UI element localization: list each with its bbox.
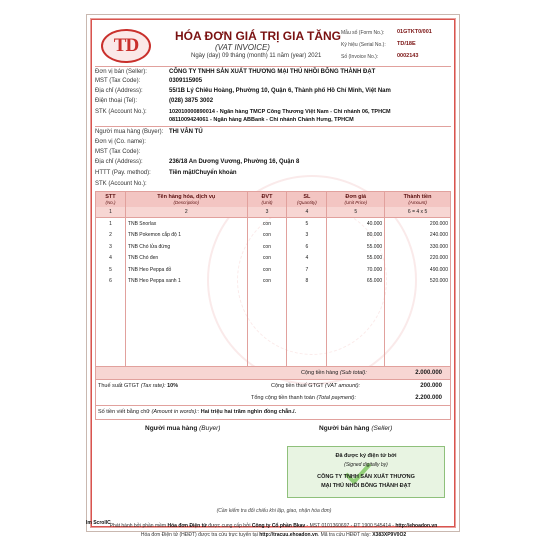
seller-account-2: 0811009424061 - Ngân hàng ABBank - Chi nhánh Chánh Hưng, TPHCM [169,117,354,123]
seller-phone: (028) 3875 3002 [169,98,214,104]
vat-block [95,380,451,406]
seller-name-label: Đơn vị bán (Seller): [95,69,147,75]
row-no: 3 [96,241,126,253]
vat-rate-label: Thuế suất GTGT (Tax rate): 10% [98,383,179,389]
row-unit: con [247,276,287,288]
row-description: TNB Chó lửa đứng [125,241,247,253]
logo-text: TD [113,35,139,56]
row-unit: con [247,230,287,242]
empty-row [96,322,451,334]
table-row [96,218,451,230]
subtotal-row [95,366,451,380]
seller-address: 55/1B Lý Chiêu Hoàng, Phường 10, Quận 6, Thành phố Hồ Chí Minh, Việt Nam [169,88,391,94]
scroll-tag: Im ScrollC [86,520,111,526]
subtotal-value: 2.000.000 [415,370,442,376]
row-amount: 520.000 [385,276,451,288]
empty-row [96,287,451,299]
row-amount: 240.000 [385,230,451,242]
buyer-account-label: STK (Account No.): [95,181,147,187]
empty-row [96,299,451,311]
column-number: 1 [96,207,126,218]
total-payment-label: Tổng cộng tiền thanh toán (Total payment): [251,395,356,401]
row-description: TNB Heo Peppa đỏ [125,264,247,276]
empty-row [96,310,451,322]
buyer-address: 236/18 An Dương Vương, Phường 16, Quận 8 [169,159,300,165]
row-unit-price: 65.000 [327,276,385,288]
footer-line-1: Phát hành bởi phần mềm Hóa đơn Điện tử được cung cấp bởi Công ty Cổ phần Bkav - MST 0101360697 - ĐT 1900 545414 - http://ehoadon.vn [109,523,438,529]
column-number: 3 [247,207,287,218]
vat-rate: 10% [167,383,179,389]
row-no: 2 [96,230,126,242]
column-header: STT (No.) [96,192,126,208]
row-amount: 330.000 [385,241,451,253]
form-no-label: Mẫu số (Form No.): [341,30,385,36]
digital-signature-stamp [287,446,445,498]
table-row [96,230,451,242]
form-no: 01GTKT0/001 [397,29,432,35]
invoice-title: HÓA ĐƠN GIÁ TRỊ GIA TĂNG [175,29,342,43]
items-table [95,191,451,379]
column-number: 5 [327,207,385,218]
table-header-row [96,192,451,208]
row-description: TNB Pokemon cắp độ 1 [125,230,247,242]
buyer-name: THI VÂN TÚ [169,129,203,135]
serial-no: TD/18E [397,41,416,47]
row-description: TNB Heo Peppa xanh 1 [125,276,247,288]
buyer-label: Người mua hàng (Buyer): [95,129,164,135]
table-row [96,253,451,265]
amount-in-words-value: Hai triệu hai trăm nghìn đồng chẵn./. [200,409,297,415]
company-logo [101,29,151,63]
row-quantity: 4 [287,253,327,265]
seller-account-1: 102010000890014 - Ngân hàng TMCP Công Thương Việt Nam - Chi nhánh 06, TPHCM [169,109,391,115]
footer-line-2: Hóa đơn Điện tử (HĐĐT) được tra cứu trực tuyến tại http://tracuu.ehoadon.vn. Mã tra cứu HĐĐT này: X383XP9V0O2 [140,532,407,538]
row-no: 6 [96,276,126,288]
buyer-address-label: Địa chỉ (Address): [95,159,143,165]
seller-account-label: STK (Account No.): [95,109,147,115]
row-unit-price: 55.000 [327,253,385,265]
column-header: Thành tiền (Amount) [385,192,451,208]
divider [95,66,451,67]
table-row [96,276,451,288]
row-description: TNB Snorlax [125,218,247,230]
row-no: 1 [96,218,126,230]
row-quantity: 6 [287,241,327,253]
row-unit: con [247,218,287,230]
row-no: 5 [96,264,126,276]
column-header: SL (Quantity) [287,192,327,208]
column-header: Tên hàng hóa, dịch vụ (Description) [125,192,247,208]
payment-method-label: HTTT (Pay. method): [95,170,151,176]
column-number: 2 [125,207,247,218]
seller-tax-label: MST (Tax Code): [95,78,141,84]
buyer-company-label: Đơn vị (Co. name): [95,139,146,145]
table-row [96,241,451,253]
row-amount: 490.000 [385,264,451,276]
buyer-tax-label: MST (Tax Code): [95,149,141,155]
seller-phone-label: Điện thoại (Tel): [95,98,138,104]
amount-in-words-row [95,406,451,420]
subtotal-label: Cộng tiền hàng (Sub total): [301,370,367,376]
invoice-page [86,14,460,532]
total-payment-value: 2.200.000 [415,395,442,401]
empty-row [96,333,451,345]
payment-method: Tiền mặt/Chuyển khoản [169,170,237,176]
column-number: 4 [287,207,327,218]
check-note: (Cần kiểm tra đối chiếu khi lập, giao, nhận hóa đơn) [216,508,332,514]
row-unit-price: 40.000 [327,218,385,230]
divider [95,126,451,127]
row-amount: 220.000 [385,253,451,265]
row-quantity: 3 [287,230,327,242]
row-quantity: 5 [287,218,327,230]
seller-tax: 0309115905 [169,78,203,84]
row-unit-price: 55.000 [327,241,385,253]
column-number: 6 = 4 x 5 [385,207,451,218]
row-quantity: 8 [287,276,327,288]
seller-address-label: Địa chỉ (Address): [95,88,143,94]
row-unit: con [247,253,287,265]
vat-amount-label: Cộng tiền thuế GTGT (VAT amount): [271,383,361,389]
row-unit-price: 80.000 [327,230,385,242]
vat-amount-value: 200.000 [420,383,442,389]
signer-company-line1: CÔNG TY TNHH SẢN XUẤT THƯƠNG [317,474,415,480]
signer-company-line2: MẠI THÚ NHỒI BÔNG THÀNH ĐẠT [321,483,411,489]
signed-by-label-en: (Signed digitally by) [344,462,388,468]
column-number-row [96,207,451,218]
empty-row [96,345,451,357]
seller-signature-title: Người bán hàng (Seller) [319,425,393,432]
column-header: ĐVT (Unit) [247,192,287,208]
row-description: TNB Chó đen [125,253,247,265]
seller-name: CÔNG TY TNHH SẢN XUẤT THƯƠNG MẠI THÚ NHỒI BÔNG THÀNH ĐẠT [169,69,376,75]
column-header: Đơn giá (Unit Price) [327,192,385,208]
row-no: 4 [96,253,126,265]
row-quantity: 7 [287,264,327,276]
invoice-no: 0002143 [397,53,419,59]
row-unit: con [247,264,287,276]
invoice-subtitle: (VAT INVOICE) [215,43,270,52]
invoice-date: Ngày (day) 09 tháng (month) 11 năm (year) 2021 [191,53,322,59]
buyer-signature-title: Người mua hàng (Buyer) [145,425,221,432]
table-row [96,264,451,276]
invoice-no-label: Số (Invoice No.): [341,54,379,60]
serial-label: Ký hiệu (Serial No.): [341,42,386,48]
amount-in-words: Số tiền viết bằng chữ (Amount in words):: Hai triệu hai trăm nghìn đồng chẵn./. [98,409,297,415]
row-unit-price: 70.000 [327,264,385,276]
row-unit: con [247,241,287,253]
signed-by-label: Đã được ký điện tử bởi [335,453,397,459]
row-amount: 200.000 [385,218,451,230]
